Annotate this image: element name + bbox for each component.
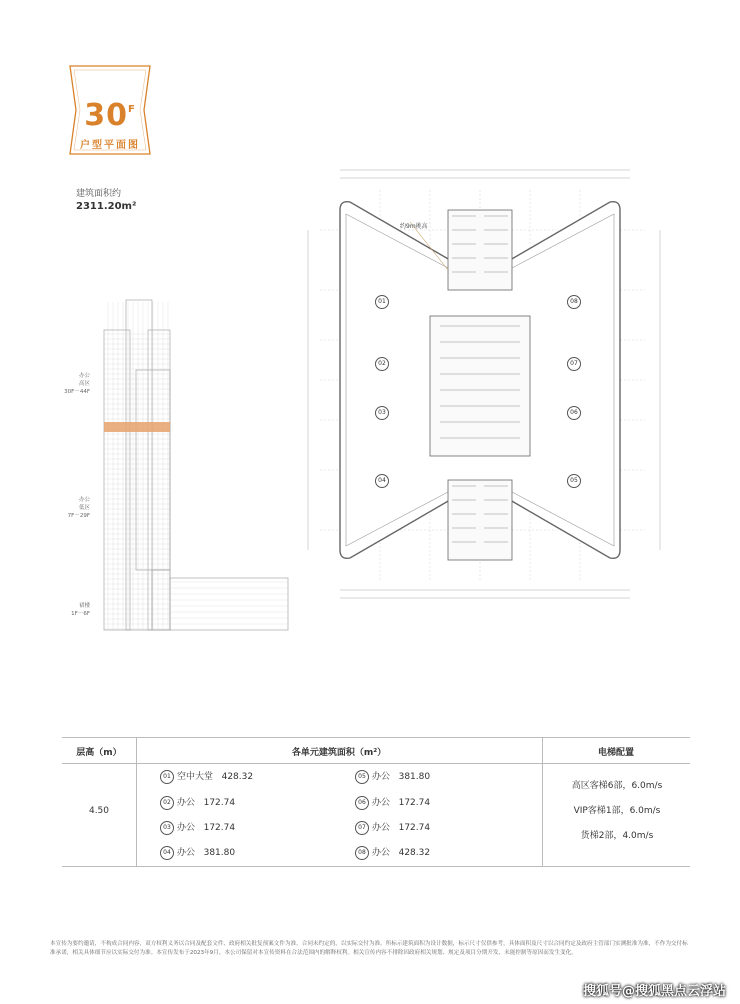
header-floor-height: 层高（m） (76, 748, 122, 758)
floor-number: $30^F$ (84, 98, 136, 133)
unit-05-marker: 05 (567, 470, 584, 489)
unit-row: 07 办公 172.74 (355, 820, 430, 835)
unit-02-marker: 02 (375, 353, 392, 372)
unit-07-marker: 07 (567, 353, 584, 372)
unit-06-marker: 06 (567, 402, 584, 421)
unit-row: 03 办公 172.74 (160, 820, 235, 835)
elevator-item: VIP客梯1部，6.0m/s (573, 806, 661, 816)
unit-row: 06 办公 172.74 (355, 795, 430, 810)
header-unit-area: 各单元建筑面积（m²） (291, 748, 387, 758)
floor-highlight (104, 422, 170, 432)
watermark: 搜狐号@搜狐黑点云浮站 (582, 984, 726, 999)
elevator-item: 高区客梯6部，6.0m/s (571, 781, 663, 791)
zone-low: 办公 低区 7F－29F (67, 497, 90, 519)
header-elevators: 电梯配置 (597, 748, 634, 758)
area-label: 建筑面积约 (76, 189, 122, 199)
disclaimer: 本宣传为要约邀请，不构成合同内容，双方权利义务以合同及配套文件、政府相关批复预案文件为准，合同未约定的，以实际交付为准。所标示建筑面积为设计数据，标示尺寸仅供参考，具体面积及尺寸以合同约定及政府主管部门实测批准为准，不作为交付标准承诺，相关具体细节应以实际交付为准。本宣传发布于2023年9月，本公司保留对本宣传资料在合法范围内的解释权利。相关宣传内容不排除因政府相关规划、规定及项目分期开发、未能控制等原因而发生变化。 (50, 941, 688, 956)
zone-high: 办公 高区 30F－44F (64, 373, 90, 395)
unit-row: 01 空中大堂 428.32 (160, 769, 253, 784)
unit-08-marker: 08 (567, 291, 584, 310)
area-value: 2311.20m² (76, 201, 137, 212)
unit-03-marker: 03 (375, 402, 392, 421)
floor-height-value: 4.50 (88, 806, 110, 816)
unit-row: 05 办公 381.80 (355, 769, 430, 784)
floor-badge (62, 62, 158, 158)
unit-row: 08 办公 428.32 (355, 845, 430, 860)
zone-podium: 裙楼 1F－6F (71, 603, 90, 617)
building-elevation (96, 290, 296, 640)
unit-04-marker: 04 (375, 470, 392, 489)
elevator-item: 货梯2部，4.0m/s (580, 831, 654, 841)
unit-row: 04 办公 381.80 (160, 845, 235, 860)
floor-plan (300, 150, 720, 630)
unit-01-marker: 01 (375, 291, 392, 310)
plan-title: 户型平面图 (80, 140, 140, 151)
mezzanine-note: 约9m挑高 (400, 223, 428, 230)
unit-row: 02 办公 172.74 (160, 795, 235, 810)
